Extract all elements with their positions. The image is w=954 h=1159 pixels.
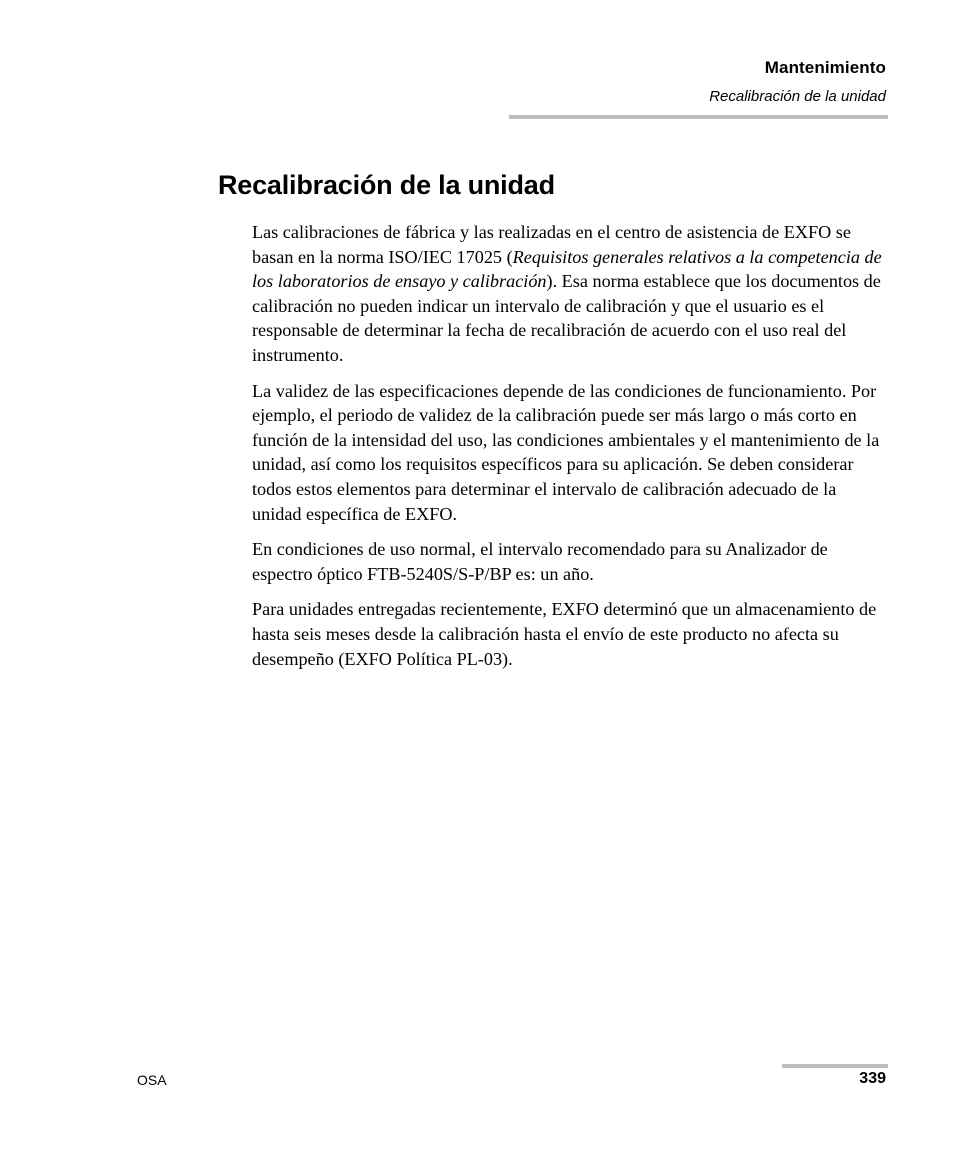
page-title: Recalibración de la unidad [218, 170, 555, 200]
header-rule [509, 115, 888, 119]
header-chapter-title: Mantenimiento [764, 58, 886, 77]
header-section-title: Recalibración de la unidad [709, 88, 886, 105]
page-number: 339 [859, 1070, 886, 1087]
standard-title: Requisitos generales relativos a la competencia de los laboratorios de ensayo y calibración [252, 246, 882, 292]
paragraph-validity: La validez de las especificaciones depende de las condiciones de funcionamiento. Por ejemplo, el periodo de validez de la calibración puede ser más largo o más corto en función de la intensidad del uso, las condiciones ambientales y el mantenimiento de la unidad, así como los requisitos específicos para su aplicación. Se deben considerar todos estos elementos para determinar el intervalo de calibración adecuado de la unidad específica de EXFO. [252, 380, 880, 524]
paragraph-standard-intro: Las calibraciones de fábrica y las realizadas en el centro de asistencia de EXFO se basan en la norma ISO/IEC 17025 ( [252, 222, 851, 267]
paragraph-storage: Para unidades entregadas recientemente, EXFO determinó que un almacenamiento de hasta seis meses desde la calibración hasta el envío de este producto no afecta su desempeño (EXFO Política PL-03). [252, 599, 877, 669]
paragraph-interval: En condiciones de uso normal, el intervalo recomendado para su Analizador de espectro óptico FTB-5240S/S-P/BP es: un año. [252, 539, 828, 584]
paragraph-standard [252, 220, 888, 368]
footer-rule [782, 1064, 888, 1068]
footer-product-name: OSA [137, 1072, 167, 1088]
body-text [252, 220, 888, 682]
paragraph-standard-rest: ). Esa norma establece que los documentos de calibración no pueden indicar un intervalo de calibración y que el usuario es el responsable de determinar la fecha de recalibración de acuerdo con el uso real del instrumento. [252, 271, 881, 365]
